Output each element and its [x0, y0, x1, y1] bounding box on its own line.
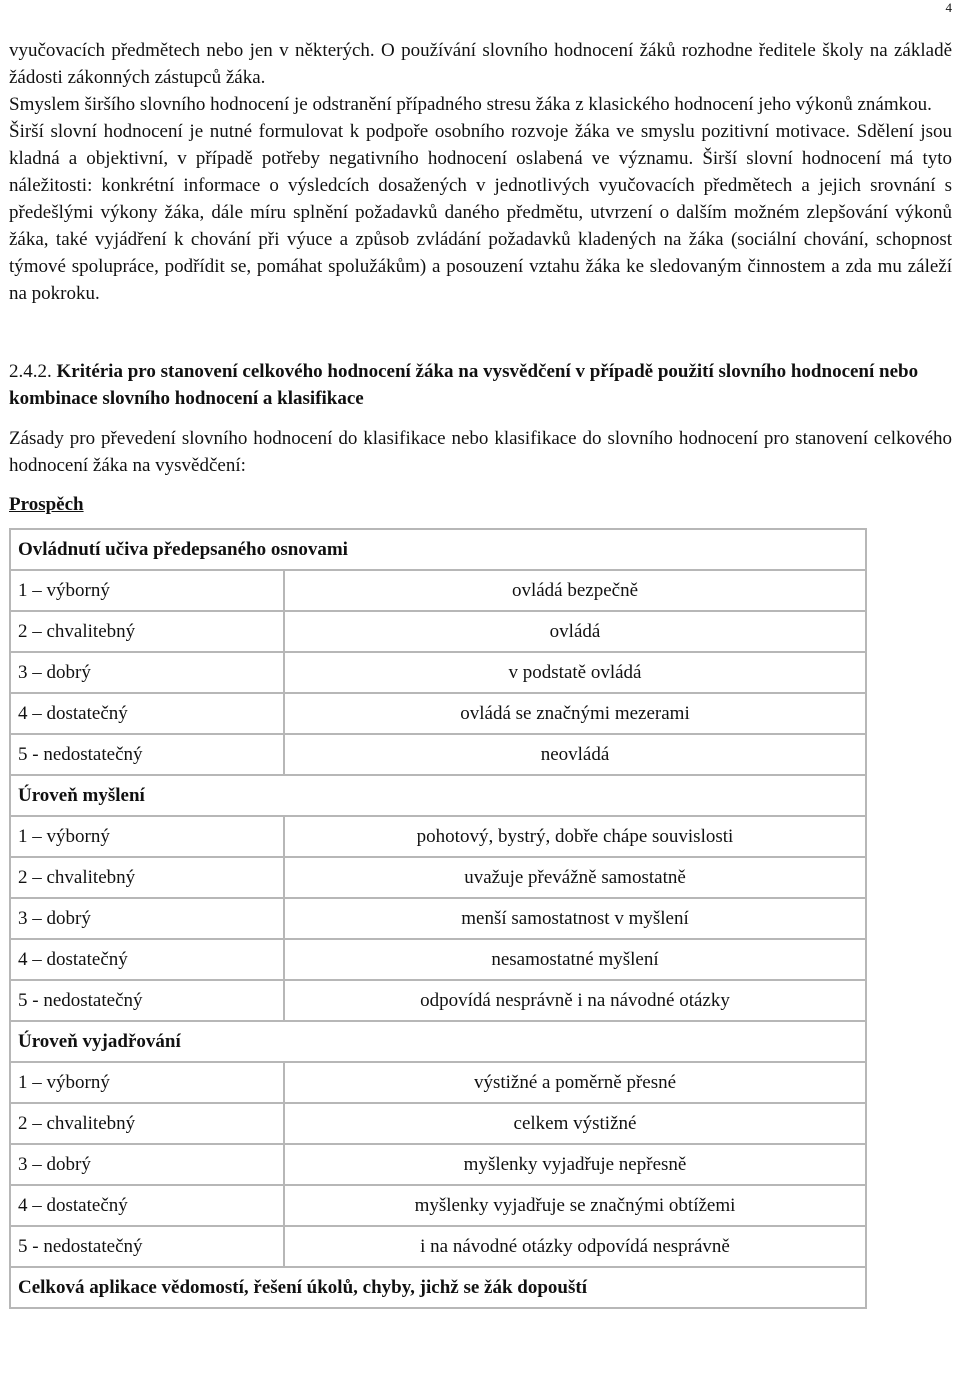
- table-row: [10, 980, 866, 1021]
- table-row: [10, 734, 866, 775]
- description-cell: uvažuje převážně samostatně: [284, 857, 866, 898]
- section-title-cell: Celková aplikace vědomostí, řešení úkolů, chyby, jichž se žák dopouští: [10, 1267, 866, 1308]
- grade-cell: 4 – dostatečný: [10, 1185, 284, 1226]
- description-cell: v podstatě ovládá: [284, 652, 866, 693]
- grade-cell: 1 – výborný: [10, 816, 284, 857]
- section-title-cell: Ovládnutí učiva předepsaného osnovami: [10, 529, 866, 570]
- description-cell: pohotový, bystrý, dobře chápe souvislosti: [284, 816, 866, 857]
- grading-table: [9, 528, 867, 1309]
- description-cell: ovládá: [284, 611, 866, 652]
- description-cell: menší samostatnost v myšlení: [284, 898, 866, 939]
- table-row: [10, 939, 866, 980]
- grade-cell: 4 – dostatečný: [10, 939, 284, 980]
- description-cell: i na návodné otázky odpovídá nesprávně: [284, 1226, 866, 1267]
- grade-cell: 3 – dobrý: [10, 1144, 284, 1185]
- table-label: Prospěch: [9, 494, 84, 515]
- table-row: [10, 857, 866, 898]
- grade-cell: 3 – dobrý: [10, 898, 284, 939]
- page-number: 4: [945, 0, 952, 15]
- description-cell: výstižné a poměrně přesné: [284, 1062, 866, 1103]
- grade-cell: 5 - nedostatečný: [10, 980, 284, 1021]
- description-cell: ovládá bezpečně: [284, 570, 866, 611]
- intro-paragraph: Zásady pro převedení slovního hodnocení do klasifikace nebo klasifikace do slovního hodnocení pro stanovení celkového hodnocení žáka na vysvědčení:: [9, 428, 952, 476]
- table-row: [10, 693, 866, 734]
- section-heading: [9, 358, 952, 412]
- description-cell: myšlenky vyjadřuje se značnými obtížemi: [284, 1185, 866, 1226]
- grade-cell: 3 – dobrý: [10, 652, 284, 693]
- grade-cell: 2 – chvalitebný: [10, 611, 284, 652]
- document-body: [9, 37, 952, 1309]
- section-title: Kritéria pro stanovení celkového hodnocení žáka na vysvědčení v případě použití slovního hodnocení nebo kombinace slovního hodnocení a klasifikace: [9, 361, 919, 409]
- grade-cell: 5 - nedostatečný: [10, 1226, 284, 1267]
- table-row: [10, 570, 866, 611]
- table-section-row: [10, 1021, 866, 1062]
- description-cell: ovládá se značnými mezerami: [284, 693, 866, 734]
- description-cell: odpovídá nesprávně i na návodné otázky: [284, 980, 866, 1021]
- paragraph: Smyslem širšího slovního hodnocení je odstranění případného stresu žáka z klasického hodnocení jeho výkonů známkou.: [9, 94, 932, 115]
- grade-cell: 5 - nedostatečný: [10, 734, 284, 775]
- table-row: [10, 1103, 866, 1144]
- paragraph: Širší slovní hodnocení je nutné formulovat k podpoře osobního rozvoje žáka ve smyslu pozitivní motivace. Sdělení jsou kladná a objektivní, v případě potřeby negativního hodnocení oslabená ve významu. Širší slovní hodnocení má tyto náležitosti: konkrétní informace o výsledcích dosažených v jednotlivých vyučovacích předmětech a jejich srovnání s předešlými výkony žáka, dále míru splnění požadavků daného předmětu, utvrzení o dalším možném zlepšování výkonů žáka, také vyjádření k chování při výuce a způsob zvládání požadavků kladených na žáka (sociální chování, schopnost týmové spolupráce, podřídit se, pomáhat spolužákům) a posouzení vztahu žáka ke sledovaným činnostem a zda mu záleží na pokroku.: [9, 121, 952, 304]
- section-number: 2.4.2.: [9, 361, 52, 382]
- description-cell: celkem výstižné: [284, 1103, 866, 1144]
- description-cell: neovládá: [284, 734, 866, 775]
- table-section-row: [10, 1267, 866, 1308]
- table-row: [10, 816, 866, 857]
- grade-cell: 1 – výborný: [10, 1062, 284, 1103]
- grade-cell: 2 – chvalitebný: [10, 857, 284, 898]
- table-row: [10, 1062, 866, 1103]
- description-cell: myšlenky vyjadřuje nepřesně: [284, 1144, 866, 1185]
- grade-cell: 1 – výborný: [10, 570, 284, 611]
- table-row: [10, 652, 866, 693]
- grade-cell: 4 – dostatečný: [10, 693, 284, 734]
- section-title-cell: Úroveň myšlení: [10, 775, 866, 816]
- grade-cell: 2 – chvalitebný: [10, 1103, 284, 1144]
- table-row: [10, 1226, 866, 1267]
- description-cell: nesamostatné myšlení: [284, 939, 866, 980]
- table-row: [10, 1185, 866, 1226]
- table-section-row: [10, 529, 866, 570]
- table-row: [10, 898, 866, 939]
- table-section-row: [10, 775, 866, 816]
- section-title-cell: Úroveň vyjadřování: [10, 1021, 866, 1062]
- paragraph: vyučovacích předmětech nebo jen v některých. O používání slovního hodnocení žáků rozhodne ředitele školy na základě žádosti zákonných zástupců žáka.: [9, 40, 952, 88]
- table-row: [10, 1144, 866, 1185]
- table-row: [10, 611, 866, 652]
